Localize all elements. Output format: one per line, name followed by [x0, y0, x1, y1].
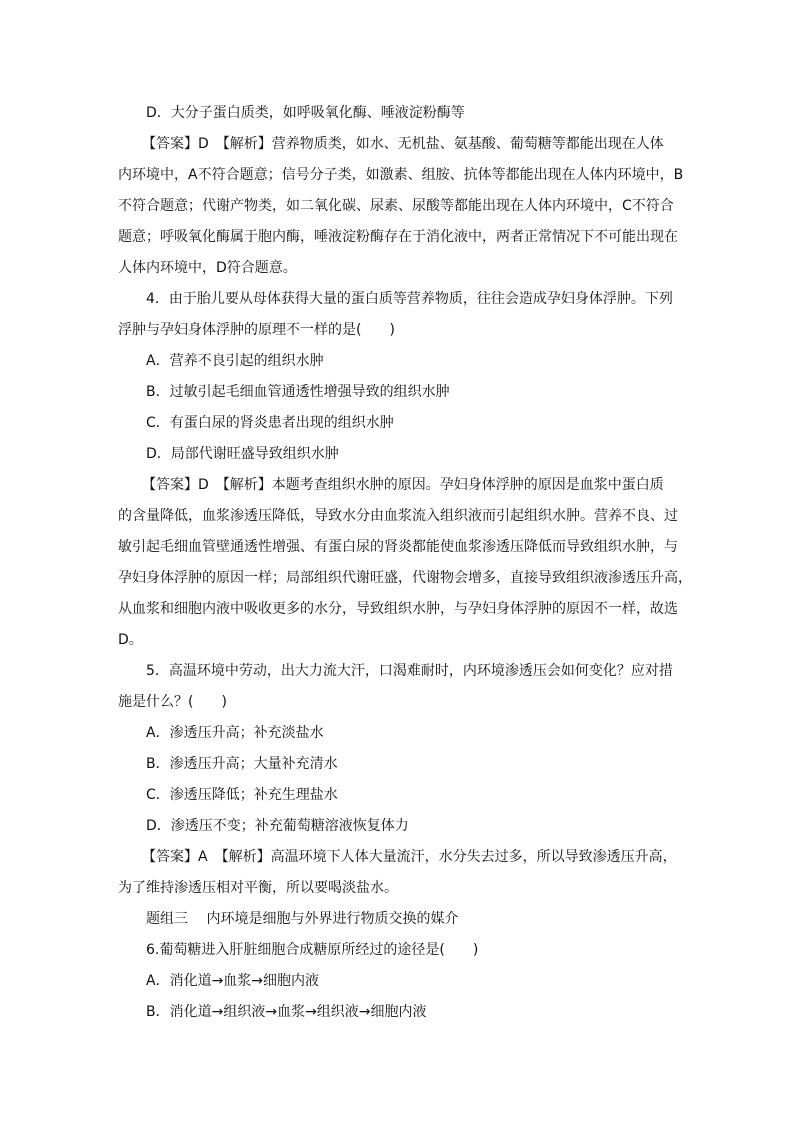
text-line: 从血浆和细胞内液中吸收更多的水分，导致组织水肿，与孕妇身体浮肿的原因不一样，故选	[118, 601, 678, 617]
text-line: B．消化道→组织液→血浆→组织液→细胞内液	[146, 1004, 427, 1020]
document-page	[118, 98, 692, 1028]
text-line: 4．由于胎儿要从母体获得大量的蛋白质等营养物质，往往会造成孕妇身体浮肿。下列	[146, 291, 673, 307]
text-line: A．消化道→血浆→细胞内液	[146, 973, 320, 989]
text-line: D．渗透压不变；补充葡萄糖溶液恢复体力	[146, 818, 409, 834]
text-line: 题意；呼吸氧化酶属于胞内酶，唾液淀粉酶存在于消化液中，两者正常情况下不可能出现在	[118, 229, 678, 245]
text-line: 不符合题意；代谢产物类，如二氧化碳、尿素、尿酸等都能出现在人体内环境中，C不符合	[118, 198, 674, 214]
text-line: 【答案】D 【解析】营养物质类，如水、无机盐、氨基酸、葡萄糖等都能出现在人体	[142, 136, 664, 152]
text-line: 的含量降低，血浆渗透压降低，导致水分由血浆流入组织液而引起组织水肿。营养不良、过	[118, 508, 678, 524]
text-line: D．局部代谢旺盛导致组织水肿	[146, 446, 339, 462]
text-line: B．渗透压升高；大量补充清水	[146, 756, 338, 772]
text-line: C．渗透压降低；补充生理盐水	[146, 787, 338, 803]
text-line: A．营养不良引起的组织水肿	[146, 353, 324, 369]
text-line: 浮肿与孕妇身体浮肿的原理不一样的是( )	[118, 322, 395, 338]
text-line: 为了维持渗透压相对平衡，所以要喝淡盐水。	[118, 880, 398, 896]
text-line: 5．高温环境中劳动，出大力流大汗，口渴难耐时，内环境渗透压会如何变化？应对措	[146, 663, 673, 679]
text-line: D．大分子蛋白质类，如呼吸氧化酶、唾液淀粉酶等	[146, 105, 465, 121]
text-line: 孕妇身体浮肿的原因一样；局部组织代谢旺盛，代谢物会增多，直接导致组织液渗透压升高，	[118, 570, 692, 586]
text-line: 【答案】A 【解析】高温环境下人体大量流汗，水分失去过多，所以导致渗透压升高，	[142, 849, 677, 865]
text-line: 施是什么？( )	[118, 694, 227, 710]
text-line: 人体内环境中，D符合题意。	[118, 260, 297, 276]
text-line: 内环境中，A不符合题意；信号分子类，如激素、组胺、抗体等都能出现在人体内环境中，B	[118, 167, 684, 183]
text-line: A．渗透压升高；补充淡盐水	[146, 725, 324, 741]
text-line: 题组三 内环境是细胞与外界进行物质交换的媒介	[146, 911, 459, 927]
text-line: B．过敏引起毛细血管通透性增强导致的组织水肿	[146, 384, 450, 400]
text-line: 【答案】D 【解析】本题考查组织水肿的原因。孕妇身体浮肿的原因是血浆中蛋白质	[142, 477, 664, 493]
text-line: 6.葡萄糖进入肝脏细胞合成糖原所经过的途径是( )	[146, 942, 479, 958]
text-line: D。	[118, 632, 143, 648]
text-line: 敏引起毛细血管壁通透性增强、有蛋白尿的肾炎都能使血浆渗透压降低而导致组织水肿，与	[118, 539, 678, 555]
text-line: C．有蛋白尿的肾炎患者出现的组织水肿	[146, 415, 394, 431]
